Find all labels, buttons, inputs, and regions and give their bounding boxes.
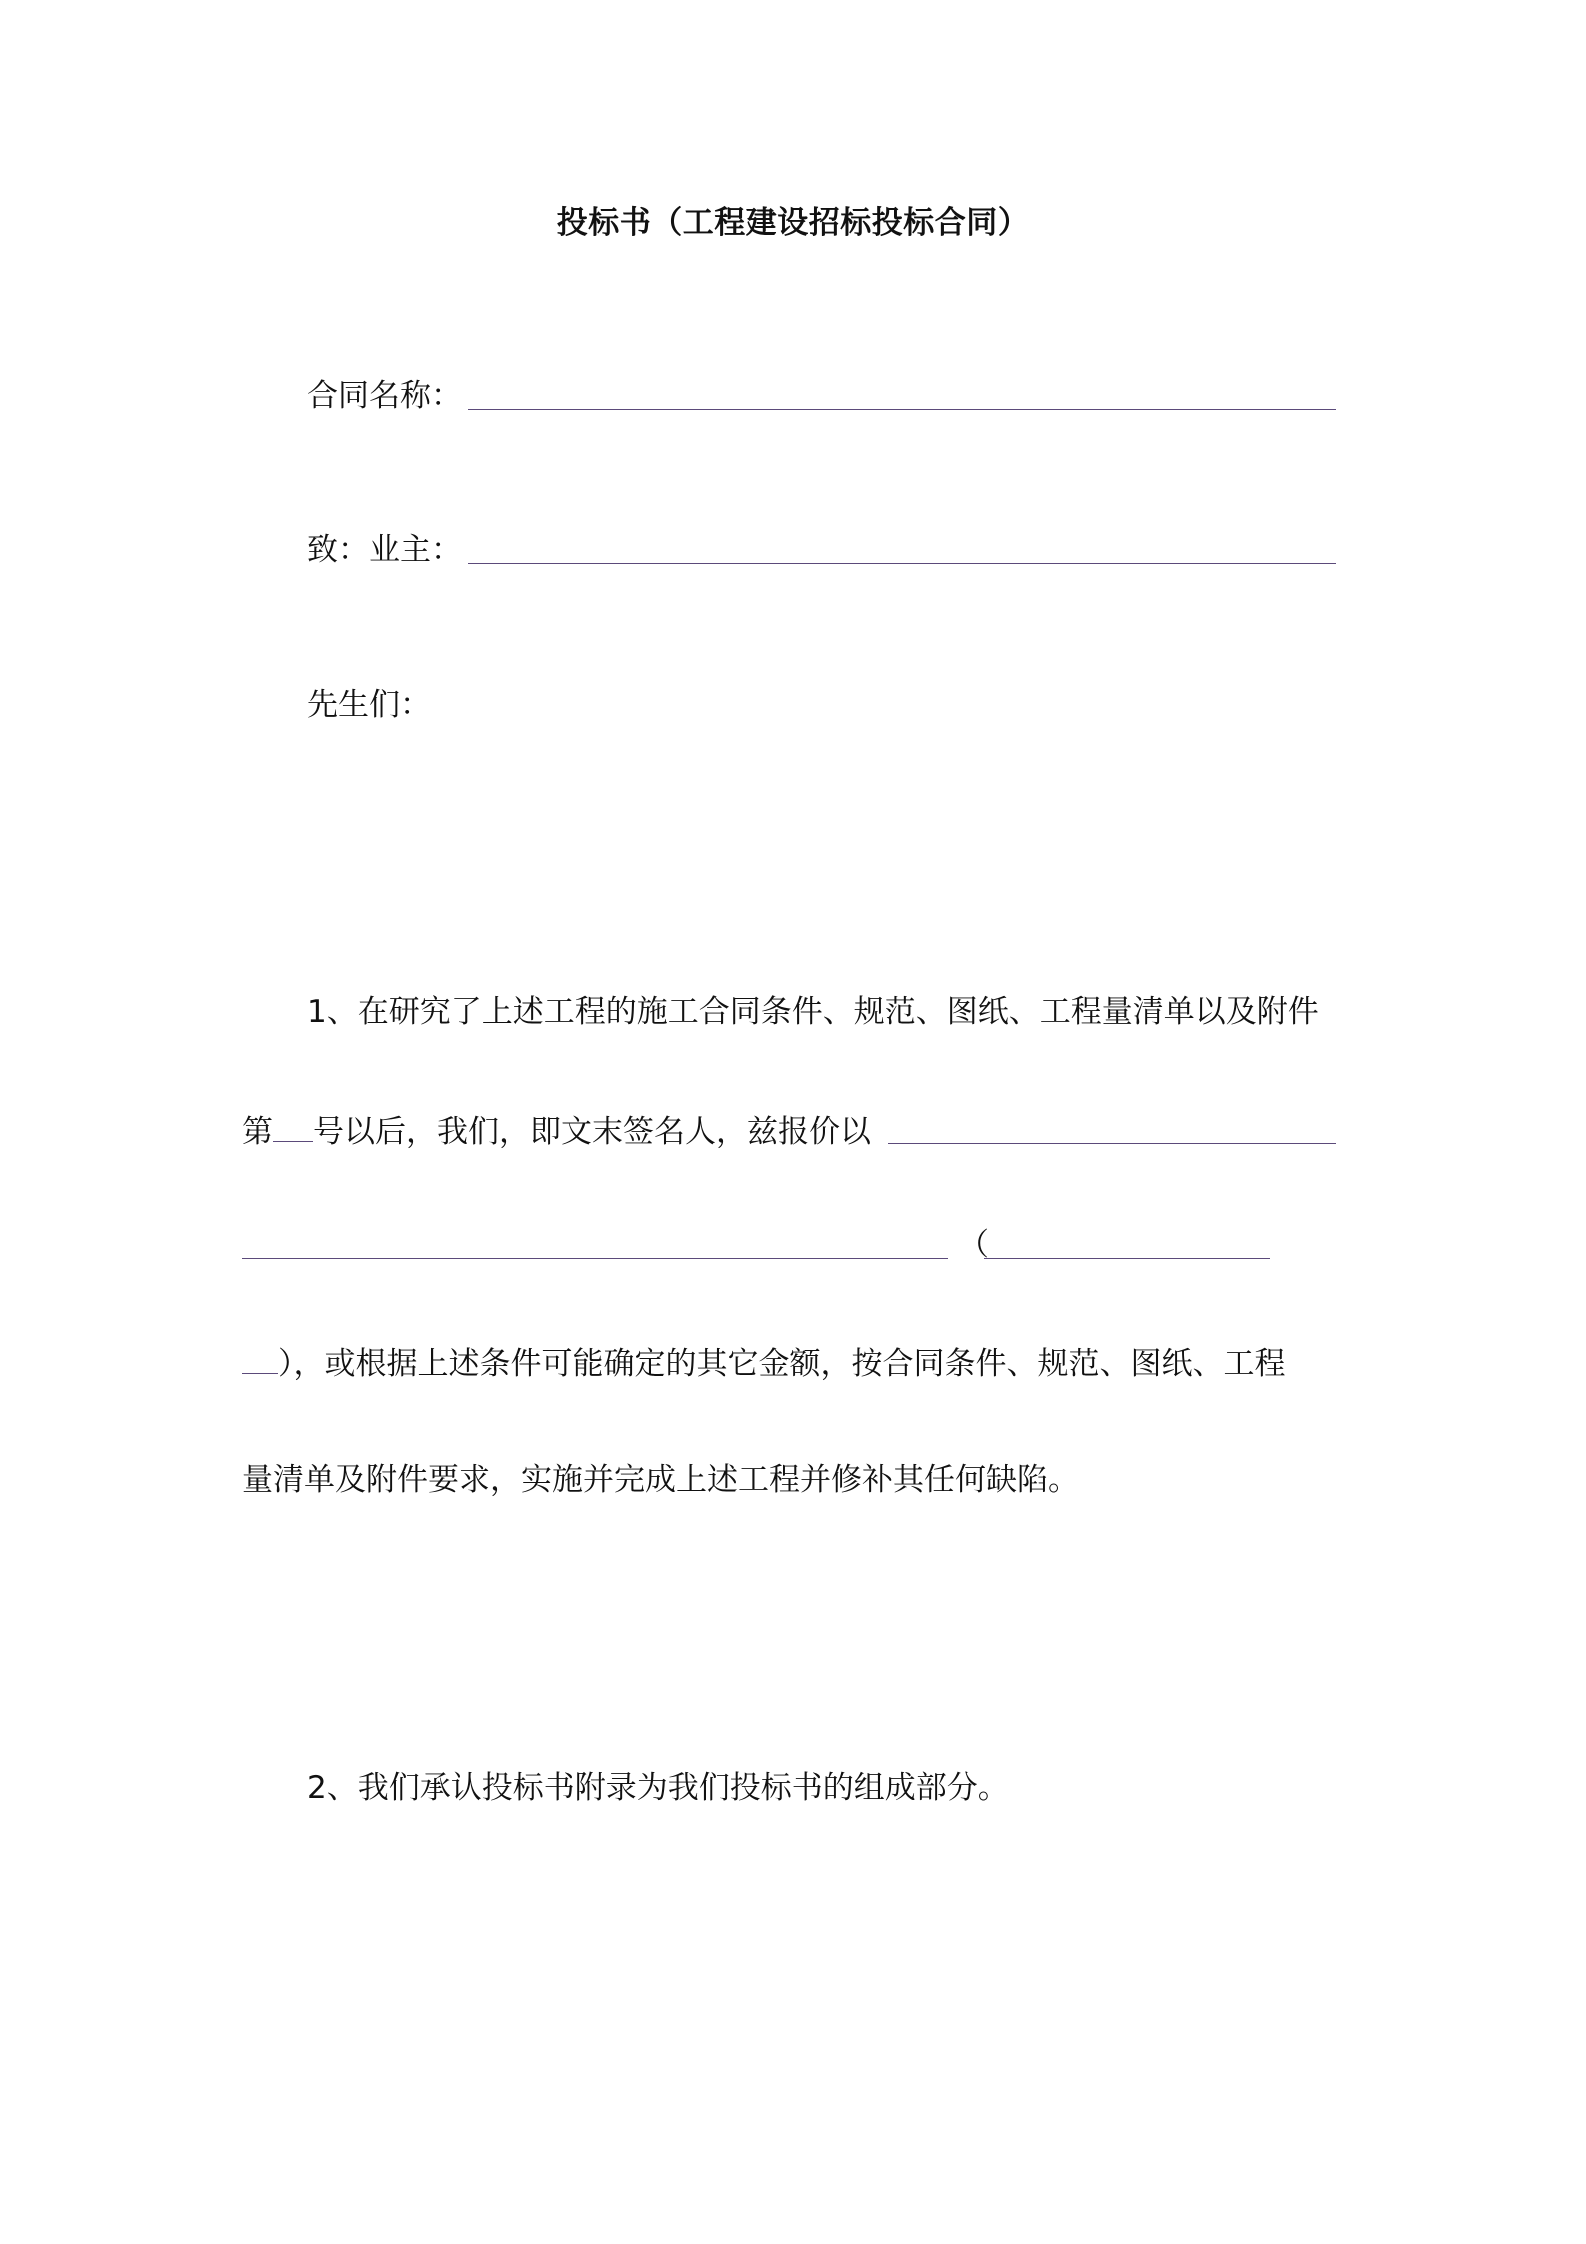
clause1-line2-middle: 号以后，我们，即文末签名人，兹报价以 (313, 1114, 871, 1150)
owner-label: 致：业主： (307, 532, 462, 568)
contract-name-label: 合同名称： (307, 378, 462, 414)
contract-name-field[interactable] (468, 409, 1336, 410)
document-title: 投标书（工程建设招标投标合同） (556, 205, 1030, 241)
appendix-number-field[interactable] (273, 1111, 313, 1142)
salutation: 先生们： (307, 687, 431, 723)
paren-open: （ (958, 1227, 989, 1263)
price-figure-field-end[interactable] (242, 1343, 278, 1374)
clause1-line4-text: ），或根据上述条件可能确定的其它金额，按合同条件、规范、图纸、工程 (278, 1346, 1286, 1382)
clause1-line1: 1、在研究了上述工程的施工合同条件、规范、图纸、工程量清单以及附件 (307, 994, 1319, 1030)
clause1-line2 (242, 1111, 871, 1152)
price-field-line2[interactable] (242, 1258, 948, 1259)
owner-field[interactable] (468, 563, 1336, 564)
price-figure-field[interactable] (984, 1258, 1270, 1259)
price-field-line1[interactable] (888, 1143, 1336, 1144)
clause2-text: 2、我们承认投标书附录为我们投标书的组成部分。 (307, 1770, 1009, 1806)
clause1-line4 (242, 1343, 1286, 1384)
clause1-line2-prefix: 第 (242, 1114, 273, 1150)
clause1-line5: 量清单及附件要求，实施并完成上述工程并修补其任何缺陷。 (242, 1462, 1079, 1498)
